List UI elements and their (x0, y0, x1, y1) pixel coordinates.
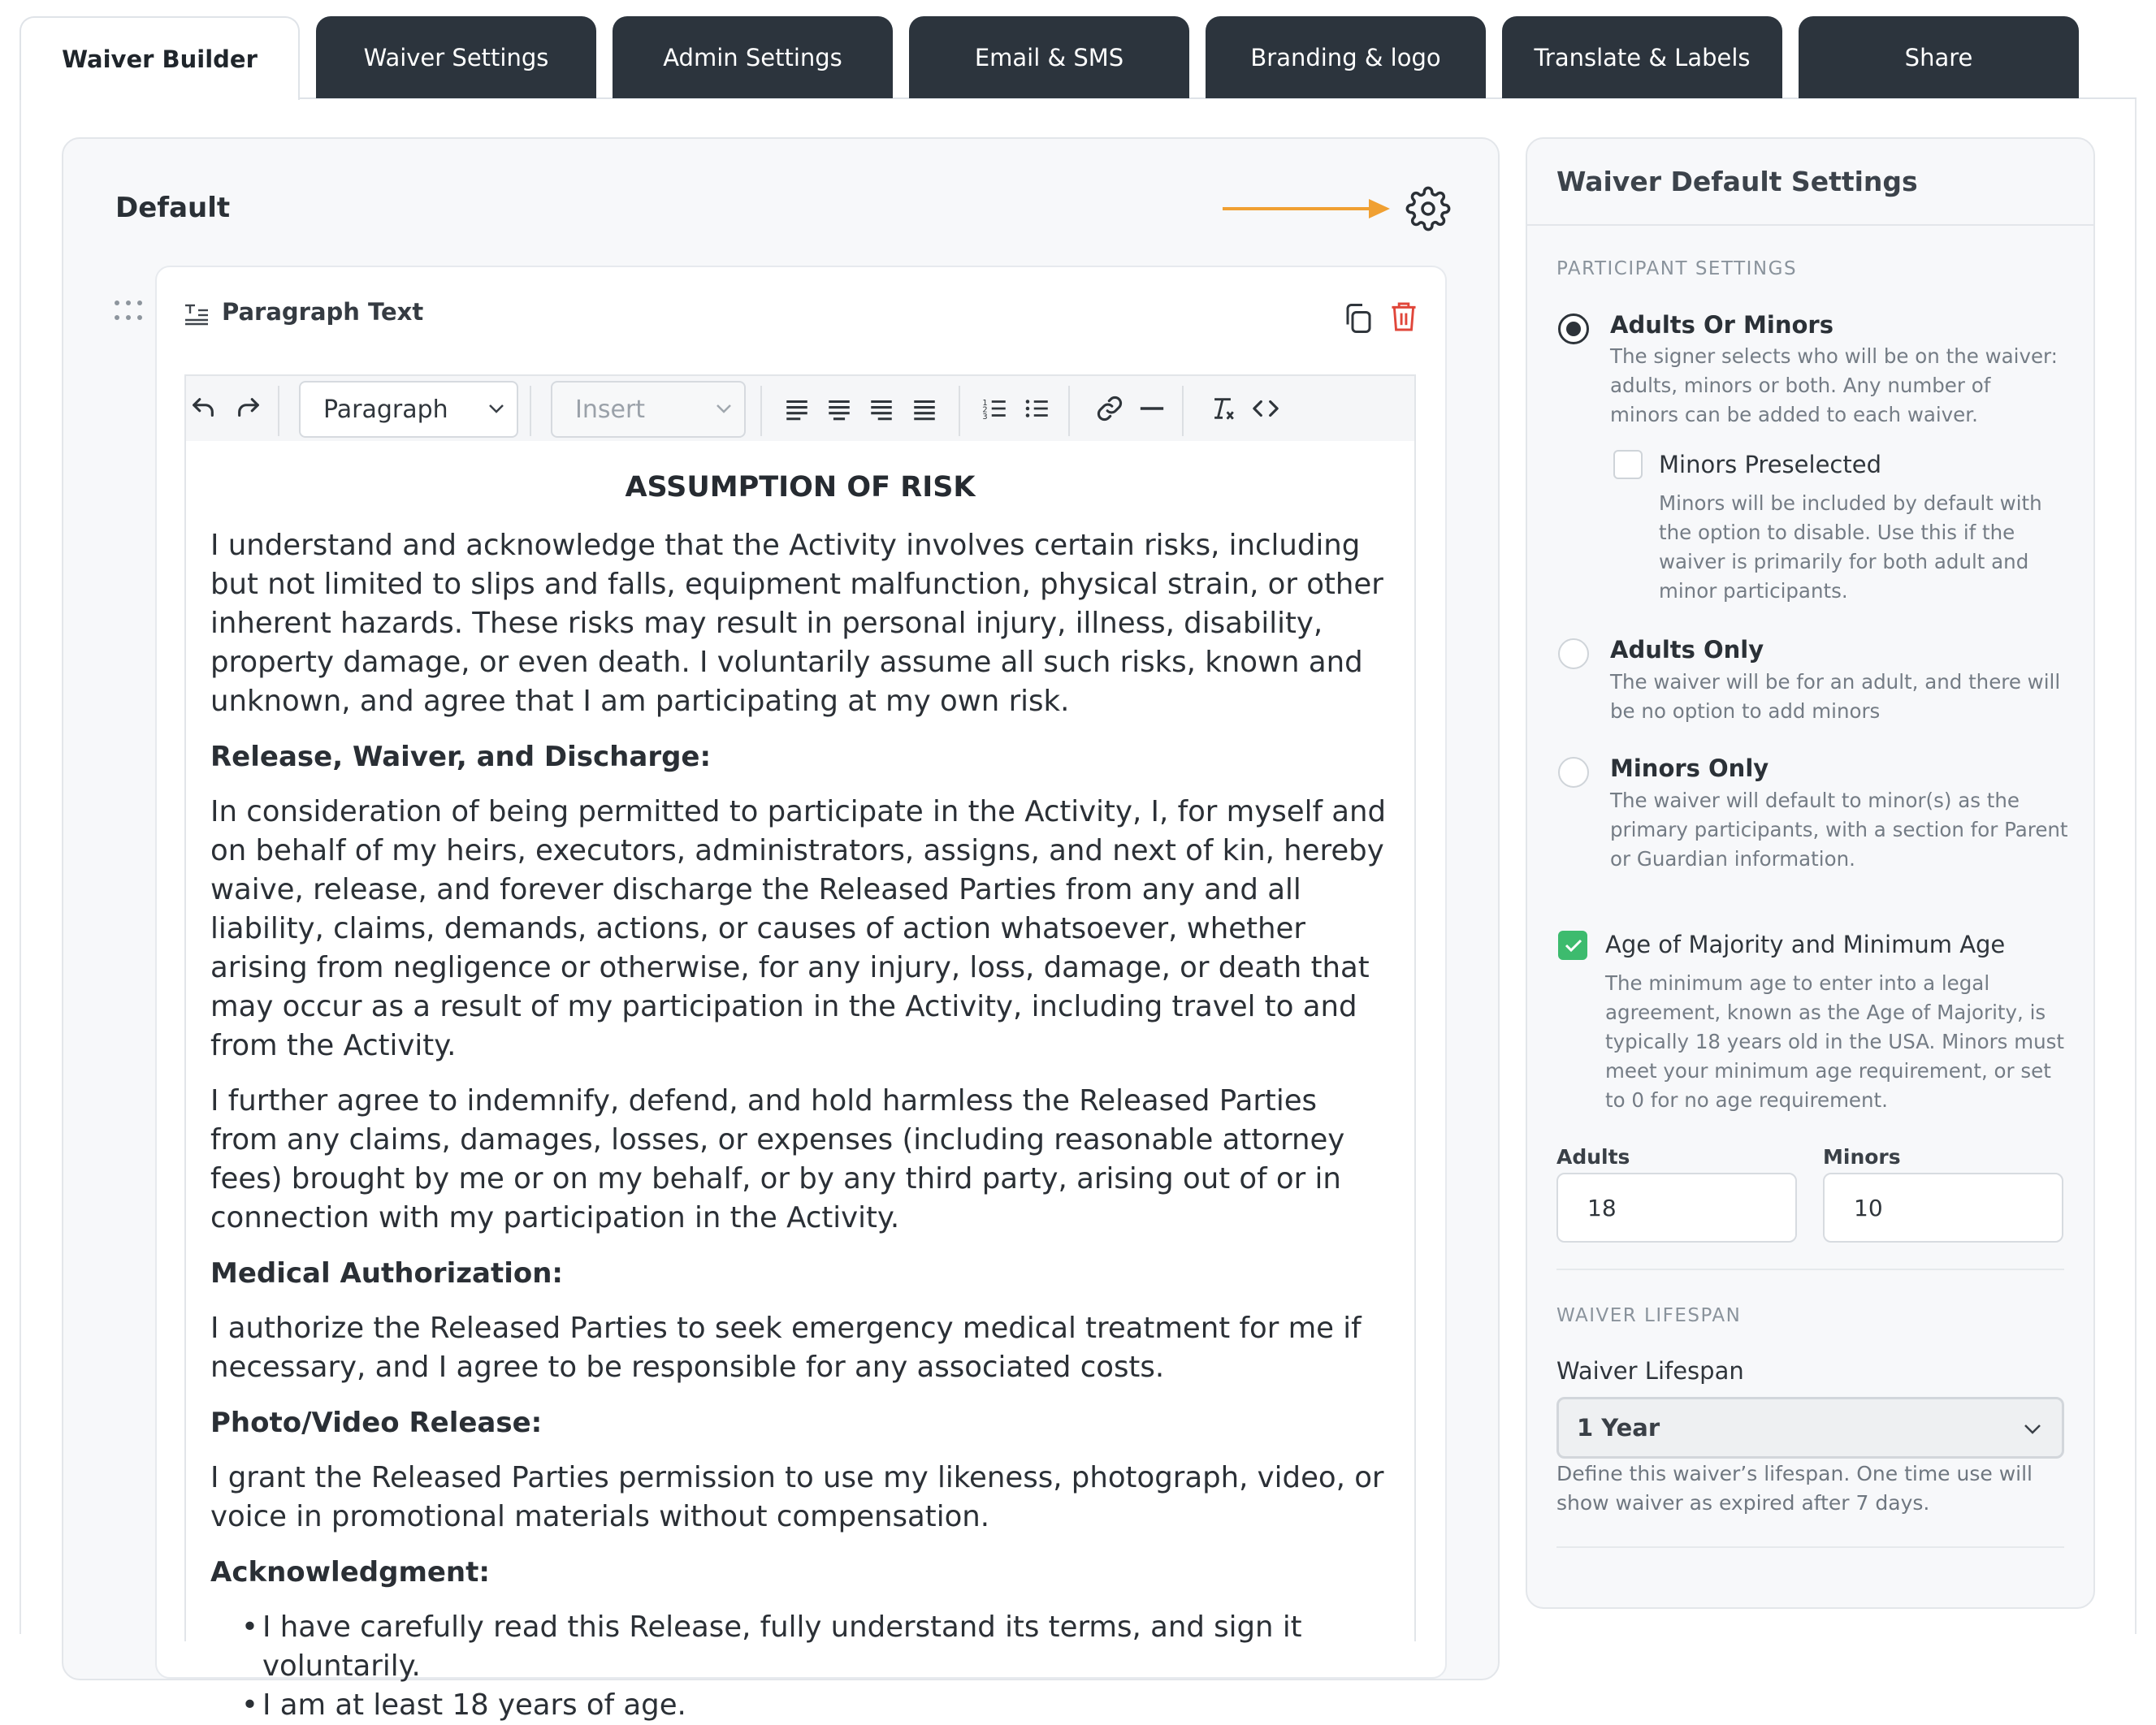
doc-subheading: Release, Waiver, and Discharge: (210, 741, 712, 773)
lifespan-help-text: Define this waiver’s lifespan. One time use will show waiver as expired after 7 days. (1556, 1462, 2033, 1515)
list-item: • I am at least 18 years of age. (241, 1686, 1390, 1725)
delete-icon[interactable] (1391, 300, 1417, 333)
settings-divider (1527, 224, 2093, 226)
doc-paragraph: I understand and acknowledge that the Activity involves certain risks, including but not limited to slips and falls, equipment malfunction, physical strain, or other inherent hazards. These risks may result in personal injury, illness, disability, property damage, or even death. I voluntarily assume all such risks, known and unknown, and agree that I am participating at my own risk. (210, 529, 1383, 718)
link-icon[interactable] (1096, 395, 1123, 422)
drag-handle-icon[interactable] (114, 300, 143, 321)
doc-paragraph: I grant the Released Parties permission to use my likeness, photograph, video, or voice in promotional materials without compensation. (210, 1461, 1384, 1533)
svg-text:2: 2 (982, 405, 988, 415)
toolbar-separator (1068, 386, 1070, 436)
tab-bar (19, 16, 2079, 98)
adults-age-label: Adults (1556, 1145, 1630, 1169)
tab-share[interactable]: Share (1799, 16, 2079, 98)
block-format-value: Paragraph (323, 395, 448, 424)
waiver-document[interactable] (210, 468, 1390, 1725)
paragraph-icon (184, 302, 210, 325)
lifespan-value: 1 Year (1577, 1414, 1660, 1442)
redo-icon[interactable] (235, 395, 262, 422)
toolbar-separator (278, 386, 279, 436)
svg-text:3: 3 (982, 412, 988, 422)
arrow-right-icon (1223, 197, 1390, 220)
tab-waiver-settings[interactable]: Waiver Settings (316, 16, 596, 98)
checkbox-age-of-majority[interactable] (1558, 931, 1587, 960)
toolbar-separator (760, 386, 762, 436)
align-center-icon[interactable] (825, 395, 853, 422)
svg-text:1: 1 (982, 398, 988, 408)
option-description: Minors will be included by default with the option to disable. Use this if the waiver is primarily for both adult and minor participants. (1659, 491, 2042, 603)
minors-age-label: Minors (1823, 1145, 1901, 1169)
align-right-icon[interactable] (868, 395, 895, 422)
tab-translate-labels[interactable]: Translate & Labels (1502, 16, 1782, 98)
acknowledgment-list (241, 1608, 1390, 1725)
gear-icon[interactable] (1405, 186, 1451, 231)
settings-title: Waiver Default Settings (1556, 166, 1918, 197)
doc-paragraph: I further agree to indemnify, defend, and hold harmless the Released Parties from any claims, damages, losses, or expenses (including reasonable attorney fees) brought by me or on my behalf, or by any third party, arising out of or in connection with my participation in the Activity. (210, 1084, 1345, 1234)
undo-icon[interactable] (189, 395, 217, 422)
lifespan-section-label: WAIVER LIFESPAN (1556, 1305, 1742, 1326)
code-view-icon[interactable] (1252, 395, 1279, 422)
insert-select-placeholder: Insert (575, 395, 646, 424)
doc-paragraph: In consideration of being permitted to participate in the Activity, I, for myself and on behalf of my heirs, executors, administrators, assigns, and next of kin, hereby waive, release, and forever discharge the Released Parties from any and all liability, claims, demands, actions, or causes of action whatsoever, whether arising from negligence or otherwise, for any injury, loss, damage, or death that may occur as a result of my participation in the Activity, including travel to and from the Activity. (210, 795, 1387, 1062)
doc-paragraph: I authorize the Released Parties to seek emergency medical treatment for me if necessary, and I agree to be responsible for any associated costs. (210, 1312, 1362, 1384)
participant-section-label: PARTICIPANT SETTINGS (1556, 258, 1798, 279)
checkbox-minors-preselected[interactable] (1613, 450, 1643, 479)
chevron-down-icon (2023, 1423, 2042, 1436)
radio-minors-only[interactable] (1558, 757, 1589, 788)
lifespan-select[interactable] (1556, 1397, 2064, 1459)
insert-select[interactable] (551, 381, 746, 438)
lifespan-label: Waiver Lifespan (1556, 1357, 1744, 1385)
option-title: Adults Or Minors (1610, 311, 1833, 339)
tab-admin-settings[interactable]: Admin Settings (613, 16, 893, 98)
minors-age-input[interactable]: 10 (1823, 1173, 2063, 1243)
check-icon (1565, 938, 1582, 953)
toolbar-separator (1182, 386, 1184, 436)
chevron-down-icon (487, 402, 505, 415)
option-title: Adults Only (1610, 636, 1764, 664)
toolbar-separator (959, 386, 960, 436)
list-item: • I have carefully read this Release, fully understand its terms, and sign it voluntarily. (241, 1608, 1390, 1686)
block-type-label: Paragraph Text (222, 298, 424, 326)
doc-heading: ASSUMPTION OF RISK (625, 471, 976, 504)
block-format-select[interactable] (299, 381, 518, 438)
settings-divider (1556, 1546, 2064, 1548)
settings-divider (1556, 1269, 2064, 1270)
tab-email-sms[interactable]: Email & SMS (909, 16, 1189, 98)
align-left-icon[interactable] (783, 395, 811, 422)
waiver-title: Default (115, 192, 231, 224)
option-title: Age of Majority and Minimum Age (1605, 931, 2006, 958)
option-description: The waiver will default to minor(s) as the primary participants, with a section for Parent or Guardian information. (1610, 789, 2068, 871)
option-title: Minors Only (1610, 754, 1769, 782)
bullet-list-icon[interactable] (1024, 395, 1051, 422)
doc-subheading: Photo/Video Release: (210, 1407, 543, 1439)
adults-age-input[interactable]: 18 (1556, 1173, 1797, 1243)
option-description: The minimum age to enter into a legal agreement, known as the Age of Majority, is typically 18 years old in the USA. Minors must meet your minimum age requirement, or set to 0 for no age requirement. (1605, 971, 2064, 1112)
option-title: Minors Preselected (1659, 451, 1881, 478)
option-description: The waiver will be for an adult, and there will be no option to add minors (1610, 670, 2061, 723)
doc-subheading: Medical Authorization: (210, 1257, 564, 1290)
radio-adults-or-minors[interactable] (1558, 313, 1589, 344)
chevron-down-icon (715, 402, 733, 415)
horizontal-rule-icon[interactable] (1138, 395, 1166, 422)
clear-format-icon[interactable] (1209, 395, 1236, 422)
align-justify-icon[interactable] (911, 395, 938, 422)
doc-subheading: Acknowledgment: (210, 1556, 490, 1589)
toolbar-separator (530, 386, 531, 436)
ordered-list-icon[interactable] (981, 395, 1009, 422)
tab-branding-logo[interactable]: Branding & logo (1206, 16, 1486, 98)
tab-waiver-builder[interactable]: Waiver Builder (19, 16, 300, 100)
radio-adults-only[interactable] (1558, 638, 1589, 669)
option-description: The signer selects who will be on the waiver: adults, minors or both. Any number of minors can be added to each waiver. (1610, 344, 2058, 426)
duplicate-icon[interactable] (1343, 302, 1372, 335)
